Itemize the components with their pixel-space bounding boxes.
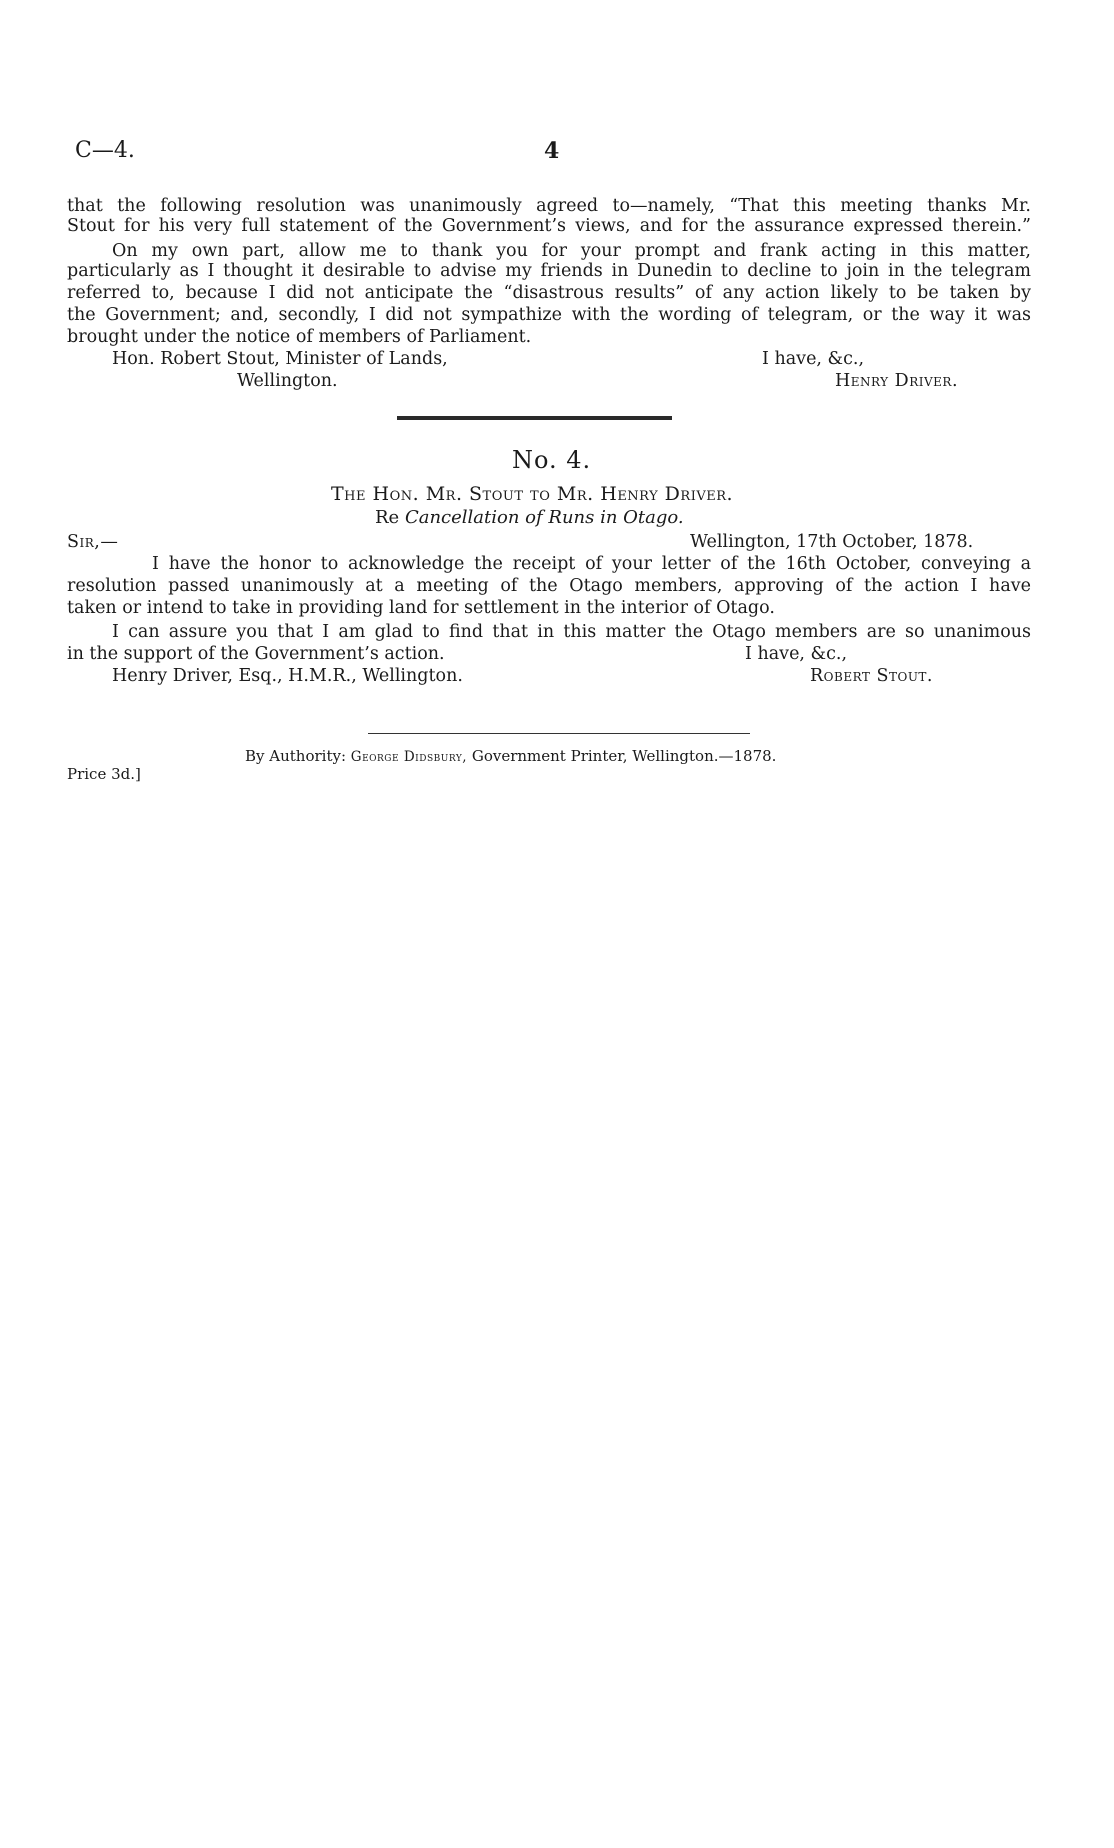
imprint-text: Government Printer, Wellington.—1878.	[471, 747, 777, 765]
letter-number: No. 4.	[512, 446, 592, 474]
paragraph-line: the Government; and, secondly, I did not sympathize with the wording of telegram, or the way it was	[67, 305, 1031, 325]
paragraph-line: referred to, because I did not anticipate the “disastrous results” of any action likely to be taken by	[67, 283, 1031, 303]
subject-prefix: Re	[375, 507, 400, 528]
dateline: Wellington, 17th October, 1878.	[690, 532, 974, 552]
imprint	[245, 747, 776, 765]
closing-phrase: I have, &c.,	[762, 349, 865, 369]
paragraph-line: particularly as I thought it desirable to advise my friends in Dunedin to decline to join in the telegram	[67, 261, 1031, 281]
paragraph-line: resolution passed unanimously at a meeting of the Otago members, approving of the action I have	[67, 576, 1031, 596]
price: Price 3d.]	[67, 765, 141, 783]
paragraph-line: brought under the notice of members of Parliament.	[67, 327, 532, 347]
closing-phrase: I have, &c.,	[745, 644, 848, 664]
imprint-prefix: By Authority:	[245, 747, 347, 765]
subject-text: Cancellation of Runs in Otago.	[404, 507, 684, 528]
signature: Henry Driver.	[835, 371, 959, 391]
printer-name: George Didsbury,	[350, 749, 468, 765]
page-number: 4	[544, 138, 560, 164]
paragraph-line: On my own part, allow me to thank you for your prompt and frank acting in this matter,	[112, 241, 1031, 261]
paragraph-line: I have the honor to acknowledge the receipt of your letter of the 16th October, conveying a	[152, 554, 1031, 574]
addressee-place: Wellington.	[237, 371, 338, 391]
paragraph-line: in the support of the Government’s action.	[67, 644, 445, 664]
salutation: Sir,—	[67, 532, 119, 552]
letter-subject	[375, 507, 684, 528]
separator-rule	[397, 416, 672, 420]
paragraph-line: taken or intend to take in providing land for settlement in the interior of Otago.	[67, 598, 775, 618]
paragraph-line: that the following resolution was unanimously agreed to—namely, “That this meeting thanks Mr.	[67, 196, 1031, 216]
addressee: Henry Driver, Esq., H.M.R., Wellington.	[112, 666, 463, 686]
letter-title: The Hon. Mr. Stout to Mr. Henry Driver.	[331, 483, 734, 505]
footer-rule	[368, 733, 750, 734]
paragraph-line: Stout for his very full statement of the Government’s views, and for the assurance expressed therein.”	[67, 216, 1031, 236]
paragraph-line: I can assure you that I am glad to find that in this matter the Otago members are so unanimous	[112, 622, 1031, 642]
document-reference: C—4.	[75, 138, 135, 163]
signature: Robert Stout.	[810, 666, 933, 686]
addressee-name: Hon. Robert Stout, Minister of Lands,	[112, 349, 448, 369]
